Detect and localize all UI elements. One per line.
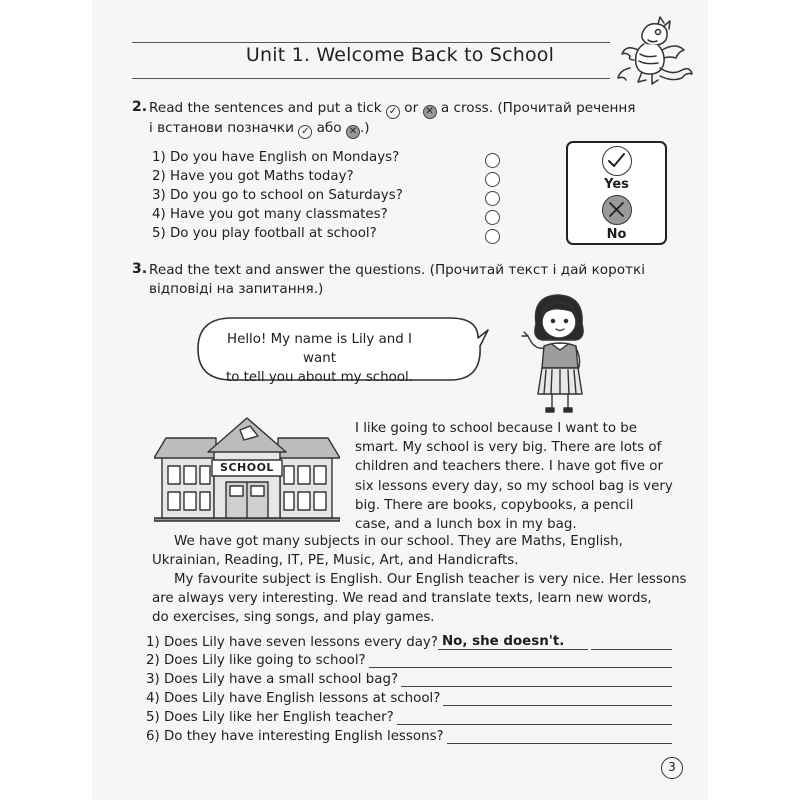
task-2-question-4: 4) Have you got many classmates?	[152, 207, 388, 222]
reading-paragraph-2-line-2: Ukrainian, Reading, IT, PE, Music, Art, and Handicrafts.	[152, 553, 519, 568]
reading-paragraph-3-line-3: do exercises, sing songs, and play games.	[152, 610, 435, 625]
task-2-question-3: 3) Do you go to school on Saturdays?	[152, 188, 403, 203]
task-2-number: 2.	[132, 99, 148, 115]
speech-bubble-line-2: to tell you about my school.	[225, 370, 414, 385]
task-2-instruction-part-c: і встанови позначки	[149, 120, 294, 136]
task-3-instruction-line-2: відповіді на запитання.)	[149, 281, 324, 297]
page-title: Unit 1. Welcome Back to School	[245, 44, 555, 66]
tick-circle-icon	[602, 146, 632, 176]
answer-field-1[interactable]: No, she doesn't.	[438, 634, 588, 650]
answer-field-6[interactable]	[447, 730, 672, 744]
header-rule-top	[132, 42, 610, 43]
answer-field-4[interactable]	[443, 692, 672, 706]
key-yes-label: Yes	[604, 177, 629, 192]
answer-circle-3[interactable]	[485, 191, 500, 206]
answer-circle-1[interactable]	[485, 153, 500, 168]
question-text: 4) Does Lily have English lessons at school?	[146, 691, 441, 706]
school-sign: SCHOOL	[220, 461, 274, 474]
answer-circle-4[interactable]	[485, 210, 500, 225]
answer-key-box	[566, 141, 667, 245]
task-2-abo-word: або	[316, 120, 342, 136]
task-3-number: 3.	[132, 261, 148, 277]
question-text: 1) Does Lily have seven lessons every day?	[146, 635, 438, 650]
header-rule-bottom	[132, 78, 610, 79]
reading-paragraph-3-line-2: are always very interesting. We read and translate texts, learn new words,	[152, 591, 652, 606]
reading-line: case, and a lunch box in my bag.	[355, 517, 577, 533]
comprehension-question-6	[146, 729, 672, 744]
reading-line: I like going to school because I want to be	[355, 421, 638, 436]
task-2-question-2: 2) Have you got Maths today?	[152, 169, 354, 184]
question-text: 6) Do they have interesting English lessons?	[146, 729, 444, 744]
cross-circle-icon: ✕	[423, 105, 437, 119]
dragon-icon	[612, 14, 696, 86]
reading-paragraph-2-line-1: We have got many subjects in our school. They are Maths, English,	[174, 534, 623, 549]
girl-illustration-icon	[516, 290, 602, 416]
answer-field-2[interactable]	[369, 654, 672, 668]
reading-paragraph-1	[355, 419, 680, 534]
workbook-page	[92, 0, 708, 800]
comprehension-question-1	[146, 634, 672, 650]
speech-bubble-line-1: Hello! My name is Lily and I want	[227, 332, 412, 366]
tick-circle-icon: ✓	[298, 125, 312, 139]
answer-circle-2[interactable]	[485, 172, 500, 187]
question-text: 2) Does Lily like going to school?	[146, 653, 366, 668]
tick-circle-icon: ✓	[386, 105, 400, 119]
task-3-instruction-line-1: Read the text and answer the questions. (Прочитай текст і дай короткі	[149, 262, 645, 278]
task-2-instruction-part-a: Read the sentences and put a tick	[149, 100, 382, 116]
task-2-instructions	[149, 99, 683, 139]
task-3-instructions	[149, 261, 683, 299]
comprehension-question-5	[146, 710, 672, 725]
reading-paragraph-3-line-1: My favourite subject is English. Our English teacher is very nice. Her lessons	[174, 572, 687, 587]
speech-bubble-text	[212, 330, 427, 387]
task-2-instruction-end: .)	[359, 120, 370, 136]
reading-line: smart. My school is very big. There are lots of	[355, 440, 662, 456]
reading-line: children and teachers there. I have got five or	[355, 459, 663, 475]
answer-field-5[interactable]	[397, 711, 672, 725]
page-number: 3	[661, 757, 683, 779]
answer-field-3[interactable]	[401, 673, 672, 687]
key-no-label: No	[606, 227, 627, 242]
task-2-or-word: or	[404, 100, 419, 116]
task-2-question-5: 5) Do you play football at school?	[152, 226, 377, 241]
reading-line: big. There are books, copybooks, a pencil	[355, 497, 634, 513]
reading-line: six lessons every day, so my school bag is very	[355, 478, 673, 494]
question-text: 3) Does Lily have a small school bag?	[146, 672, 399, 687]
cross-circle-icon	[602, 195, 632, 225]
comprehension-question-3	[146, 672, 672, 687]
task-2-instruction-part-b: a cross. (Прочитай речення	[440, 100, 636, 116]
comprehension-question-4	[146, 691, 672, 706]
answer-line	[591, 636, 672, 650]
cross-circle-icon: ✕	[346, 125, 360, 139]
answer-circle-5[interactable]	[485, 229, 500, 244]
comprehension-question-2	[146, 653, 672, 668]
task-2-question-1: 1) Do you have English on Mondays?	[152, 150, 400, 165]
question-text: 5) Does Lily like her English teacher?	[146, 710, 394, 725]
